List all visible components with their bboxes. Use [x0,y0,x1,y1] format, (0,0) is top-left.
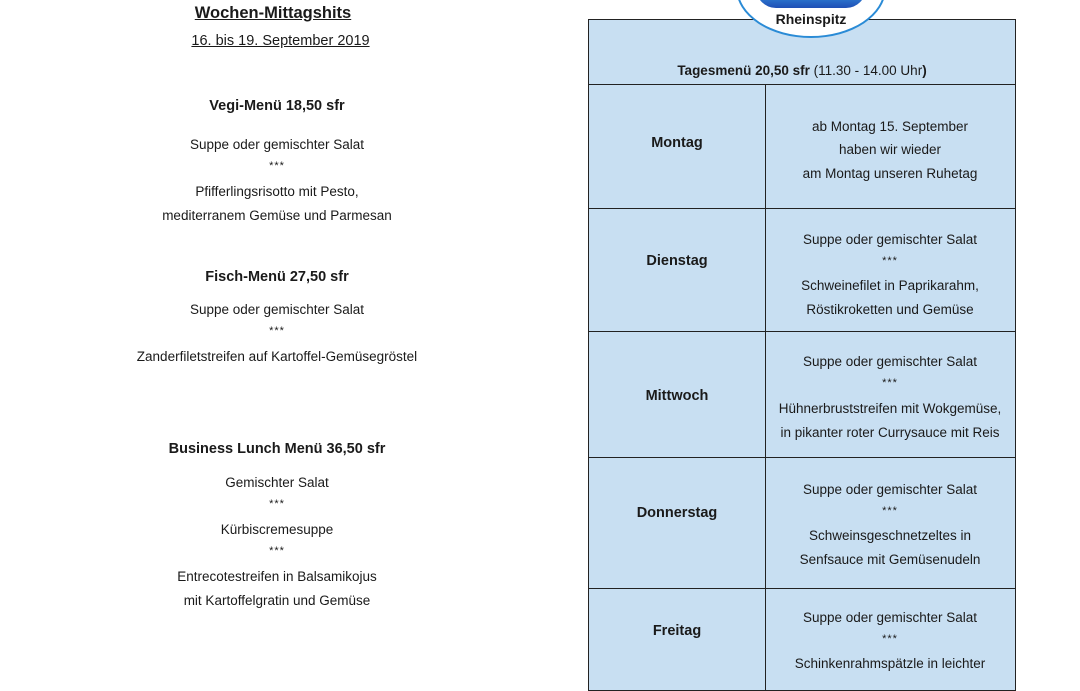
business-menu-line: Entrecotestreifen in Balsamikojus [177,569,377,584]
daily-menu-hours: (11.30 - 14.00 Uhr [809,63,923,78]
vegi-menu-line: Suppe oder gemischter Salat [189,137,365,152]
fish-menu-line: Suppe oder gemischter Salat [189,302,365,317]
business-menu-separator: *** [269,545,285,557]
day-label: Dienstag [646,253,708,269]
dish-line: Schweinsgeschnetzeltes in [808,528,972,543]
dish-line: Schweinefilet in Paprikarahm, [801,278,979,293]
dish-line: Hühnerbruststreifen mit Wokgemüse, [778,401,1002,416]
business-menu-line: Gemischter Salat [225,475,329,490]
day-label: Montag [651,135,703,151]
dish-line: am Montag unseren Ruhetag [802,166,978,181]
dish-line: in pikanter roter Currysauce mit Reis [780,425,1000,440]
business-menu-line: Kürbiscremesuppe [220,522,334,537]
dish-separator: *** [882,255,898,267]
table-row-monday [589,85,1015,209]
day-label: Mittwoch [645,388,709,404]
vegi-menu-separator: *** [269,160,285,172]
fish-menu-line: Zanderfiletstreifen auf Kartoffel-Gemüsegröstel [136,349,418,364]
logo-text: Rheinspitz [775,11,847,27]
dish-line: Suppe oder gemischter Salat [802,354,978,369]
date-range: 16. bis 19. September 2019 [191,33,370,49]
business-menu-separator: *** [269,498,285,510]
daily-menu-table [588,19,1016,691]
daily-menu-hours-close: ) [922,63,927,78]
vegi-menu-line: mediterranem Gemüse und Parmesan [162,208,392,223]
day-label: Freitag [652,623,702,639]
dish-separator: *** [882,377,898,389]
vegi-menu-title: Vegi-Menü 18,50 sfr [209,98,345,114]
daily-menu-price: Tagesmenü 20,50 sfr [677,63,810,78]
dish-line: Suppe oder gemischter Salat [802,482,978,497]
dish-separator: *** [882,633,898,645]
daily-menu-heading [589,63,1015,78]
wave-icon [756,0,866,8]
column-divider [765,458,766,588]
dish-separator: *** [882,505,898,517]
page-title: Wochen-Mittagshits [194,4,352,22]
fish-menu-title: Fisch-Menü 27,50 sfr [205,269,349,285]
business-menu-title: Business Lunch Menü 36,50 sfr [168,441,386,457]
day-label: Donnerstag [636,505,718,521]
dish-line: haben wir wieder [838,142,942,157]
dish-line: Röstikroketten und Gemüse [806,302,974,317]
fish-menu-separator: *** [269,325,285,337]
table-row-wednesday [589,332,1015,458]
dish-line: Suppe oder gemischter Salat [802,610,978,625]
table-row-thursday [589,458,1015,589]
business-menu-line: mit Kartoffelgratin und Gemüse [183,593,371,608]
table-row-tuesday [589,209,1015,332]
vegi-menu-line: Pfifferlingsrisotto mit Pesto, [195,184,359,199]
dish-line: Suppe oder gemischter Salat [802,232,978,247]
dish-line: Senfsauce mit Gemüsenudeln [799,552,981,567]
dish-line: ab Montag 15. September [811,119,969,134]
dish-line: Schinkenrahmspätzle in leichter [794,656,986,671]
